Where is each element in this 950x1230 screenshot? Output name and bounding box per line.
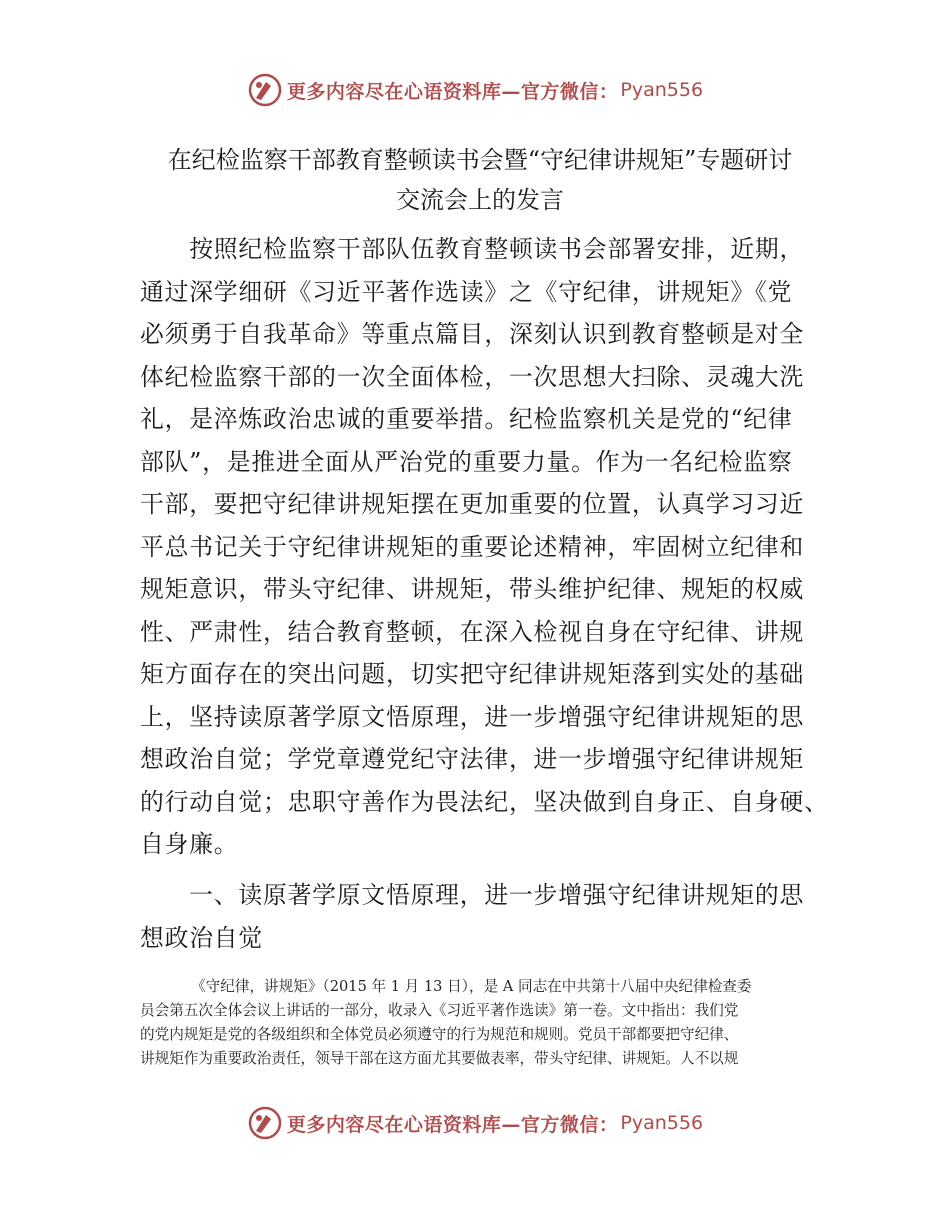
- quote-paragraph: [140, 975, 820, 1071]
- footer-watermark-banner: [0, 1103, 950, 1143]
- paragraph-line: 必须勇于自我革命》等重点篇目，深刻认识到教育整顿是对全: [140, 320, 805, 348]
- header-watermark-banner: [0, 70, 950, 110]
- paragraph-line: 干部，要把守纪律讲规矩摆在更加重要的位置，认真学习习近: [140, 490, 805, 518]
- brand-logo-icon: [247, 1105, 283, 1141]
- paragraph-line: 按照纪检监察干部队伍教育整顿读书会部署安排，近期，: [140, 235, 805, 263]
- paragraph-line: 礼，是淬炼政治忠诚的重要举措。纪检监察机关是党的“纪律: [140, 405, 793, 433]
- paragraph-line: 矩方面存在的突出问题，切实把守纪律讲规矩落到实处的基础: [140, 660, 805, 688]
- paragraph-line: 规矩意识，带头守纪律、讲规矩，带头维护纪律、规矩的权威: [140, 575, 805, 603]
- banner-text: 更多内容尽在心语资料库—官方微信：: [286, 80, 619, 103]
- heading-line: 想政治自觉: [140, 923, 263, 952]
- banner-contact: Pyan556: [620, 79, 704, 101]
- paragraph-line: 性、严肃性，结合教育整顿，在深入检视自身在守纪律、讲规: [140, 617, 805, 646]
- paragraph-line: 部队”，是推进全面从严治党的重要力量。作为一名纪检监察: [140, 447, 793, 476]
- section-heading-1: [140, 874, 830, 959]
- quote-line: 讲规矩作为重要政治责任，领导干部在这方面尤其要做表率，带头守纪律、讲规矩。人不以规: [140, 1050, 739, 1067]
- quote-line: 的党内规矩是党的各级组织和全体党员必须遵守的行为规范和规则。党员干部都要把守纪律、: [140, 1026, 739, 1043]
- paragraph-line: 平总书记关于守纪律讲规矩的重要论述精神，牢固树立纪律和: [140, 532, 805, 561]
- quote-line: 《守纪律，讲规矩》（2015 年 1 月 13 日），是 A 同志在中共第十八届中央纪律检查委: [140, 978, 752, 995]
- body-paragraph-1: [140, 228, 830, 866]
- paragraph-line: 想政治自觉；学党章遵党纪守法律，进一步增强守纪律讲规矩: [140, 745, 805, 773]
- paragraph-line: 通过深学细研《习近平著作选读》之《守纪律，讲规矩》《党: [140, 277, 793, 306]
- brand-logo-icon: [247, 72, 283, 108]
- paragraph-line: 的行动自觉；忠职守善作为畏法纪，坚决做到自身正、自身硬、: [140, 787, 829, 816]
- document-title-line-1: 在纪检监察干部教育整顿读书会暨“守纪律讲规矩”专题研讨: [167, 146, 793, 174]
- banner-text: 更多内容尽在心语资料库—官方微信：: [286, 1113, 619, 1136]
- paragraph-line: 上，坚持读原著学原文悟原理，进一步增强守纪律讲规矩的思: [140, 702, 805, 731]
- heading-line: 一、读原著学原文悟原理，进一步增强守纪律讲规矩的思: [140, 881, 805, 909]
- paragraph-line: 体纪检监察干部的一次全面体检，一次思想大扫除、灵魂大洗: [140, 362, 805, 391]
- quote-line: 员会第五次全体会议上讲话的一部分，收录入《习近平著作选读》第一卷。文中指出：我们党: [140, 1002, 739, 1019]
- paragraph-line: 自身廉。: [140, 830, 239, 858]
- banner-contact: Pyan556: [620, 1112, 704, 1134]
- document-title-line-2: 交流会上的发言: [396, 186, 564, 214]
